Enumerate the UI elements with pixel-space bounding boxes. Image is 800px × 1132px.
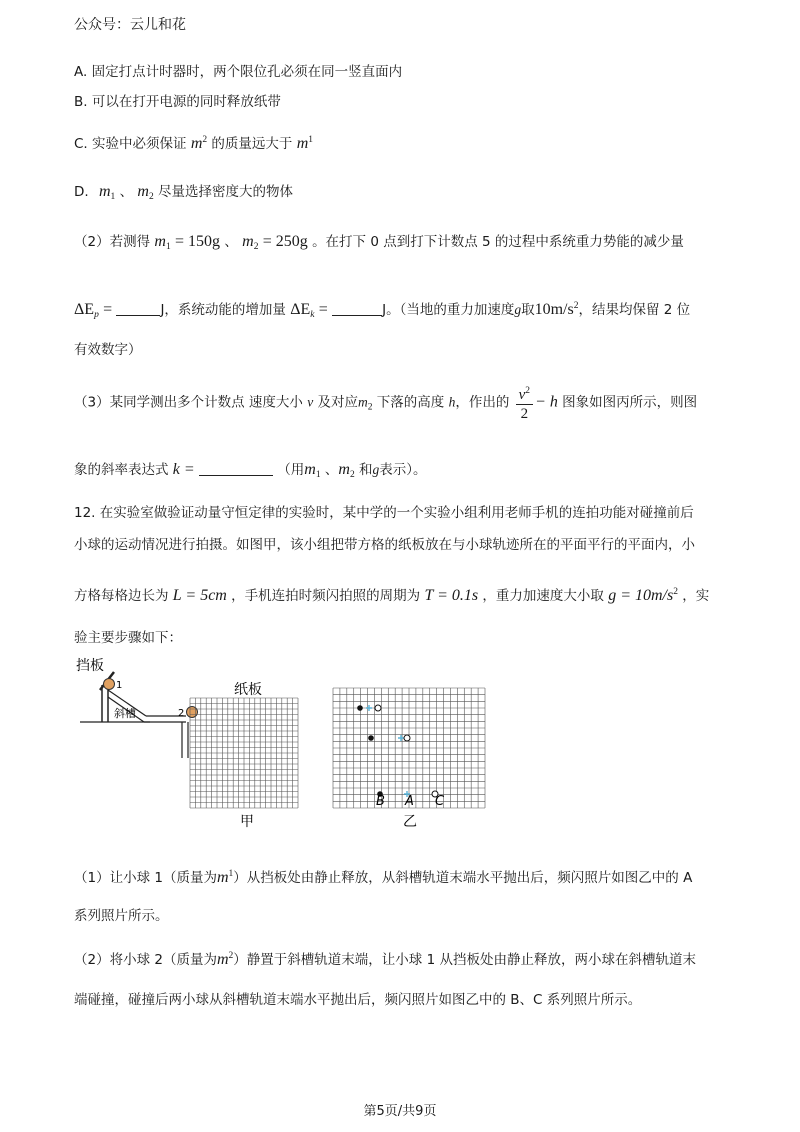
subscript-2: 2 [148,192,154,202]
separator: 、 [119,184,134,200]
symbol-g: g [372,462,380,477]
symbol-m: m [357,394,368,410]
separator: 、 [224,234,238,250]
subscript-p: p [94,310,99,320]
q12-line3-mid: ，手机连拍时频闪拍照的周期为 [231,588,421,604]
k-equals: k = [172,461,195,478]
ball-2 [187,707,198,718]
label-A: A [405,794,414,809]
step1-suffix: ）从挡板处由静止释放，从斜槽轨道末端水平抛出后，频闪照片如图乙中的 A [233,870,693,886]
q2-unit1: J，系统动能的增加量 [160,302,286,318]
q3-line2-mid: （用 [277,462,305,478]
b-dot-1 [357,705,363,711]
a-mark-1 [366,705,372,711]
m1-value: = 150g [175,233,221,250]
option-c-middle: 的质量远大于 [211,136,293,152]
symbol-g: g [514,302,522,317]
symbol-m: m [154,233,166,250]
page-header: 公众号：云儿和花 [74,17,186,33]
q2-take: 取 [521,302,535,318]
option-b: B. 可以在打开电源的同时释放纸带 [74,94,281,110]
q2-line3: 有效数字） [74,342,142,358]
q3-mid2: 下落的高度 [376,394,445,411]
q2-unit2: J。（当地的重力加速度 [382,302,515,318]
subscript-2: 2 [228,951,234,961]
superscript-2: 2 [525,386,531,396]
gravity-value: g = 10m/s [608,587,674,604]
subscript-1: 1 [110,192,116,202]
grid-photo-yi [333,688,485,808]
subscript-k: k [310,310,315,320]
q12-line4: 验主要步骤如下： [74,630,182,646]
symbol-m: m [338,461,350,478]
period-value: T = 0.1s [424,587,479,604]
subscript-2: 2 [367,402,373,413]
b-dot-2 [368,735,374,741]
q2-suffix: 。在打下 0 点到打下计数点 5 的过程中系统重力势能的减少量 [312,234,684,250]
step1-line2: 系列照片所示。 [74,908,169,924]
label-B: B [376,794,385,809]
step2-prefix: （2）将小球 2（质量为 [74,952,217,968]
subscript-1: 1 [315,470,321,480]
figure-yi-label: 乙 [403,814,417,830]
step2-suffix: ）静置于斜槽轨道末端，让小球 1 从挡板处由静止释放，两小球在斜槽轨道末 [233,952,696,968]
symbol-m: m [216,869,229,886]
board-label: 纸板 [234,682,262,698]
grid-board-jia [190,698,298,808]
superscript-2: 2 [673,587,678,597]
symbol-m: m [216,951,229,968]
groove-label: 斜槽 [114,707,136,720]
ball-1-label: 1 [116,680,123,691]
subscript-1: 1 [228,869,234,879]
q2-tail: ，结果均保留 2 位 [578,302,691,318]
delta-ep-symbol: ΔE [74,301,95,318]
equals: = [318,301,328,318]
option-a: A. 固定打点计时器时，两个限位孔必须在同一竖直面内 [74,64,403,80]
q3-line2-and: 和 [359,462,373,478]
symbol-v: v [307,394,314,410]
q12-line2: 小球的运动情况进行拍摄。如图甲，该小组把带方格的纸板放在与小球轨迹所在的平面平行的平面内，小 [74,537,695,553]
subscript-1: 1 [165,242,171,252]
equals: = [103,301,113,318]
minus-h: − h [535,393,558,411]
fraction-denominator: 2 [520,406,529,422]
step2-line1 [74,946,696,970]
m2-value: = 250g [262,233,308,250]
baffle-label: 挡板 [76,658,104,674]
step1-line1 [74,864,692,888]
option-d-prefix: D. [74,184,89,200]
symbol-m: m [296,135,309,152]
length-value: L = 5cm [172,587,227,604]
q12-line1: 12. 在实验室做验证动量守恒定律的实验时，某中学的一个实验小组利用老师手机的连拍功能对碰撞前后 [74,505,694,521]
symbol-m: m [190,135,203,152]
symbol-h: h [448,394,456,410]
option-d-suffix: 尽量选择密度大的物体 [158,184,293,200]
q3-line2-suffix: 表示）。 [379,462,427,478]
ball-2-label: 2 [178,708,185,719]
g-value: 10m/s [534,301,574,318]
symbol-v: v [518,387,526,403]
delta-ek-symbol: ΔE [290,301,311,318]
subscript-2: 2 [253,242,259,252]
q12-line3-prefix: 方格每格边长为 [74,588,169,604]
symbol-m: m [98,183,111,200]
subscript-2: 2 [202,135,208,145]
q12-line3-mid2: ，重力加速度大小取 [482,588,604,604]
step1-prefix: （1）让小球 1（质量为 [74,870,217,886]
superscript-2: 2 [573,301,579,311]
symbol-m: m [137,183,149,200]
q3-suffix: 图象如图丙所示，则图 [562,394,698,411]
c-dot-1 [375,705,381,711]
ball-1 [104,679,115,690]
q3-mid3: ，作出的 [455,394,510,411]
q3-prefix: （3）某同学测出多个计数点 速度大小 [74,394,303,411]
subscript-2: 2 [349,470,355,480]
figure-jia-label: 甲 [240,814,254,830]
q2-prefix: （2）若测得 [74,234,151,250]
step2-line2: 端碰撞，碰撞后两小球从斜槽轨道末端水平抛出后，频闪照片如图乙中的 B、C 系列照片所示。 [74,992,642,1008]
q3-line2-prefix: 象的斜率表达式 [74,462,169,478]
a-mark-2 [398,735,404,741]
subscript-1: 1 [308,135,314,145]
q3-mid1: 及对应 [317,394,358,411]
q12-line3-suffix: ，实 [682,588,710,604]
symbol-m: m [242,233,254,250]
page-footer: 第5页/共9页 [363,1104,437,1119]
symbol-m: m [304,461,316,478]
separator: 、 [324,462,339,478]
label-C: C [435,794,445,809]
c-dot-2 [404,735,410,741]
option-c-prefix: C. 实验中必须保证 [74,136,187,152]
